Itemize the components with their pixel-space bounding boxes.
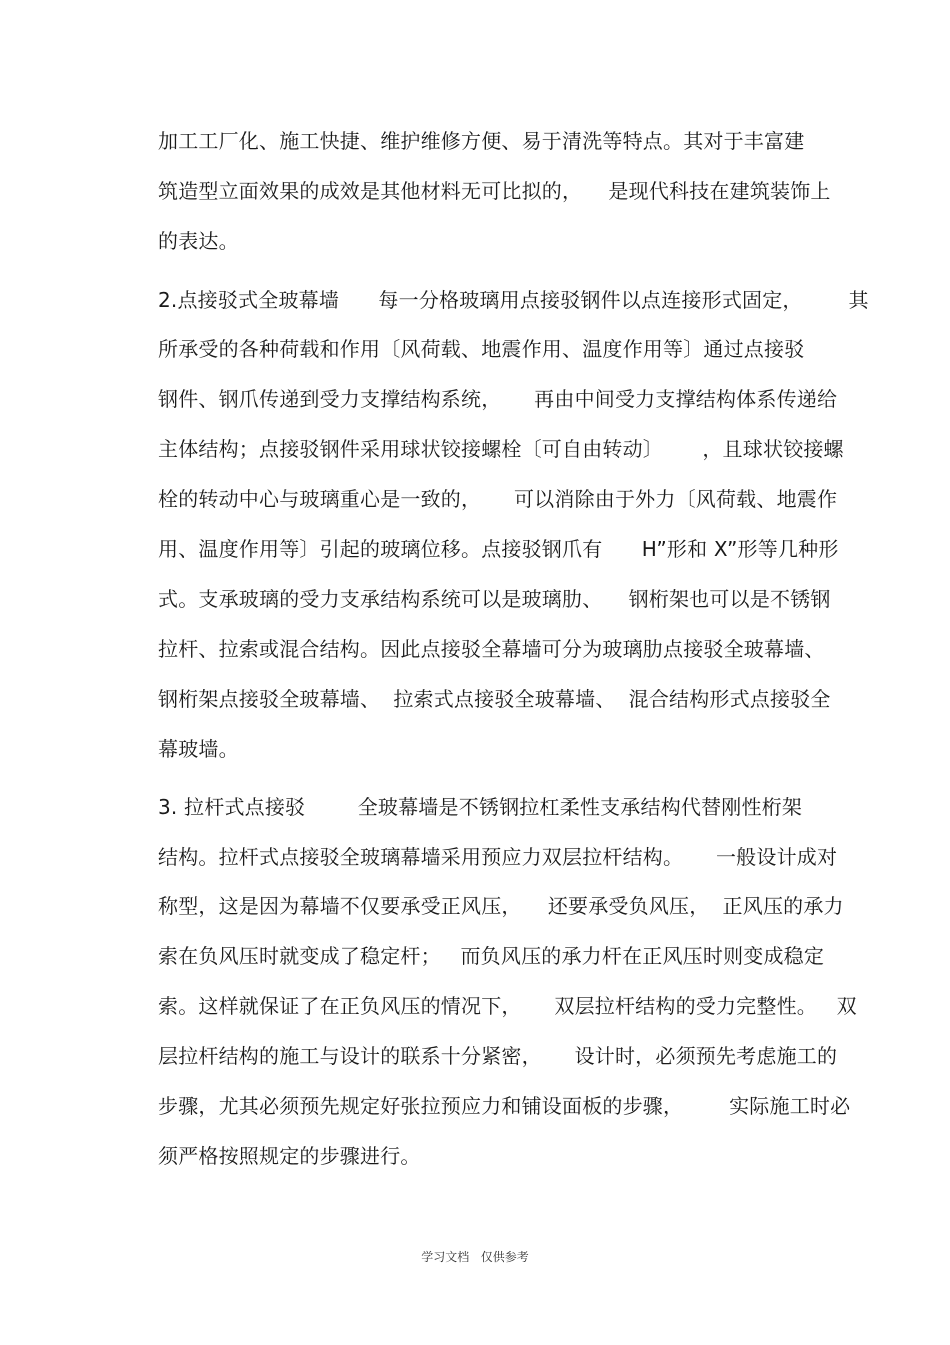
text-line: 3. 拉杆式点接驳 全玻幕墙是不锈钢拉杠柔性支承结构代替刚性桁架 bbox=[158, 795, 803, 819]
text-line: 加工工厂化、施工快捷、维护维修方便、易于清洗等特点。其对于丰富建 bbox=[158, 129, 805, 153]
text-line: 称型，这是因为幕墙不仅要承受正风压， 还要承受负风压， 正风压的承力 bbox=[158, 894, 844, 918]
text-line: 主体结构；点接驳钢件采用球状铰接螺栓〔可自由转动〕 ，且球状铰接螺 bbox=[158, 437, 844, 461]
text-line: 式。支承玻璃的受力支承结构系统可以是玻璃肋、 钢桁架也可以是不锈钢 bbox=[158, 587, 831, 611]
text-line: 结构。拉杆式点接驳全玻璃幕墙采用预应力双层拉杆结构。 一般设计成对 bbox=[158, 845, 838, 869]
text-line: 步骤，尤其必须预先规定好张拉预应力和铺设面板的步骤， 实际施工时必 bbox=[158, 1094, 851, 1118]
text-line: 幕玻墙。 bbox=[158, 737, 239, 761]
text-line: 筑造型立面效果的成效是其他材料无可比拟的， 是现代科技在建筑装饰上 bbox=[158, 179, 831, 203]
text-line: 钢桁架点接驳全玻幕墙、 拉索式点接驳全玻幕墙、 混合结构形式点接驳全 bbox=[158, 687, 831, 711]
text-line: 栓的转动中心与玻璃重心是一致的， 可以消除由于外力〔风荷载、地震作 bbox=[158, 487, 838, 511]
text-line: 用、温度作用等〕引起的玻璃位移。点接驳钢爪有 H”形和 X”形等几种形 bbox=[158, 537, 839, 561]
text-line: 索在负风压时就变成了稳定杆； 而负风压的承力杆在正风压时则变成稳定 bbox=[158, 944, 825, 968]
text-line: 拉杆、拉索或混合结构。因此点接驳全幕墙可分为玻璃肋点接驳全玻幕墙、 bbox=[158, 637, 825, 661]
text-line: 须严格按照规定的步骤进行。 bbox=[158, 1144, 421, 1168]
text-line: 的表达。 bbox=[158, 229, 239, 253]
text-line: 索。这样就保证了在正负风压的情况下， 双层拉杆结构的受力完整性。 双 bbox=[158, 994, 857, 1018]
text-line: 钢件、钢爪传递到受力支撑结构系统， 再由中间受力支撑结构体系传递给 bbox=[158, 387, 838, 411]
page-footer: 学习文档 仅供参考 bbox=[421, 1250, 529, 1264]
text-line: 层拉杆结构的施工与设计的联系十分紧密， 设计时，必须预先考虑施工的 bbox=[158, 1044, 838, 1068]
text-line: 所承受的各种荷载和作用〔风荷载、地震作用、温度作用等〕通过点接驳 bbox=[158, 337, 805, 361]
text-line: 2.点接驳式全玻幕墙 每一分格玻璃用点接驳钢件以点连接形式固定， 其 bbox=[158, 288, 869, 312]
